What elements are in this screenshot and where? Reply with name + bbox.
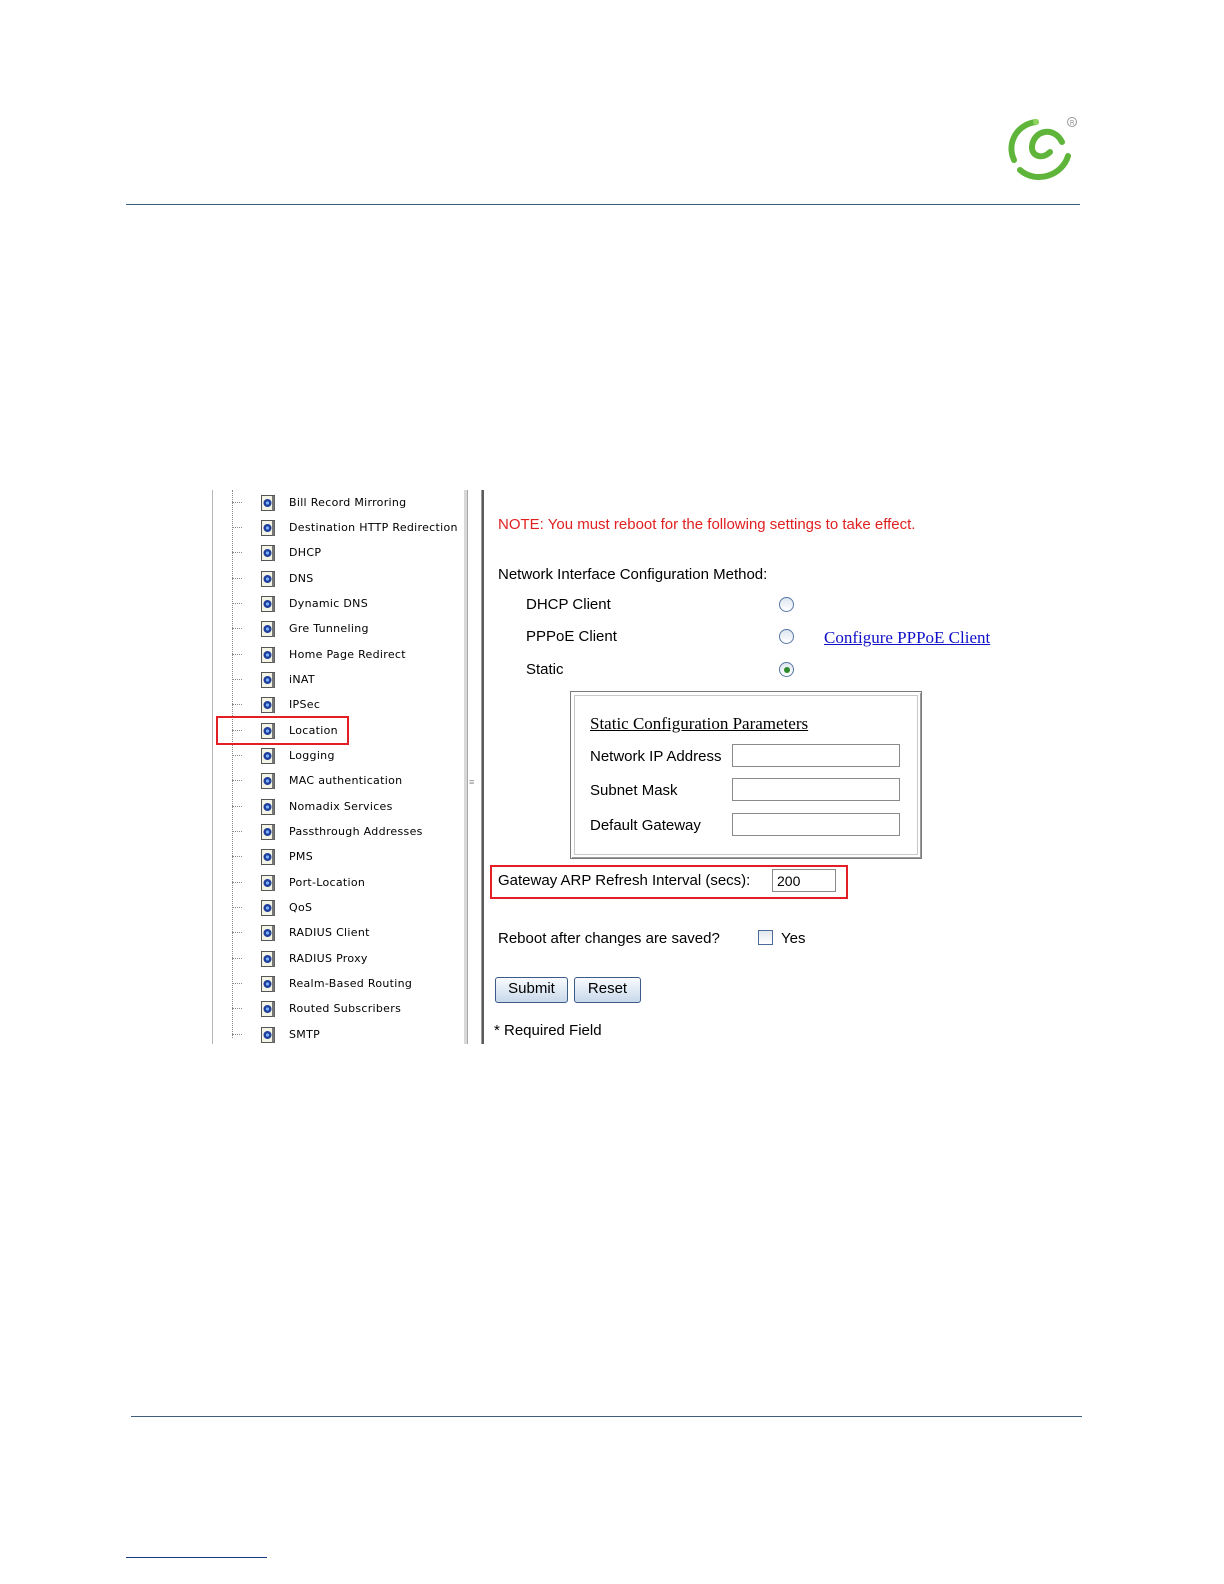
page-icon	[261, 672, 275, 688]
tree-connector	[232, 780, 242, 781]
tree-item-label: Logging	[289, 749, 335, 762]
tree-item[interactable]	[232, 516, 460, 540]
tree-connector	[232, 958, 242, 959]
tree-connector	[232, 704, 242, 705]
option-pppoe-label: PPPoE Client	[526, 628, 617, 645]
tree-item[interactable]	[232, 541, 460, 565]
arp-interval-input[interactable]	[772, 869, 836, 892]
tree-item-label: Realm-Based Routing	[289, 977, 413, 990]
tree-item[interactable]	[232, 1023, 460, 1047]
tree-connector	[232, 806, 242, 807]
tree-item-label: DNS	[289, 572, 314, 585]
tree-connector	[232, 755, 242, 756]
page-icon	[261, 875, 275, 891]
option-static-label: Static	[526, 661, 564, 678]
tree-item[interactable]	[232, 693, 460, 717]
tree-connector	[232, 552, 242, 553]
page-icon	[261, 1027, 275, 1043]
tree-connector	[232, 679, 242, 680]
footer-rule	[131, 1416, 1082, 1417]
dhcp-client-radio[interactable]	[779, 597, 794, 612]
tree-item[interactable]	[232, 744, 460, 768]
default-gateway-input[interactable]	[732, 813, 900, 836]
tree-connector	[232, 578, 242, 579]
page-icon	[261, 773, 275, 789]
page-icon	[261, 697, 275, 713]
tree-item-label: RADIUS Proxy	[289, 952, 368, 965]
tree-connector	[232, 628, 242, 629]
page-icon	[261, 799, 275, 815]
tree-item-label: MAC authentication	[289, 774, 403, 787]
svg-text:R: R	[1069, 118, 1075, 127]
option-dhcp-label: DHCP Client	[526, 596, 611, 613]
header-rule	[126, 204, 1080, 205]
default-gateway-label: Default Gateway	[590, 817, 701, 834]
splitter-grip-icon: ≡	[469, 777, 475, 787]
tree-item[interactable]	[232, 617, 460, 641]
page-icon	[261, 1001, 275, 1017]
tree-item[interactable]	[232, 643, 460, 667]
tree-connector	[232, 1008, 242, 1009]
tree-item-label: Destination HTTP Redirection	[289, 521, 458, 534]
tree-item[interactable]	[232, 896, 460, 920]
tree-item[interactable]	[232, 972, 460, 996]
tree-connector	[232, 882, 242, 883]
page-icon	[261, 900, 275, 916]
tree-item[interactable]	[232, 592, 460, 616]
method-label: Network Interface Configuration Method:	[498, 566, 768, 583]
reboot-checkbox[interactable]	[758, 930, 773, 945]
tree-item[interactable]	[232, 845, 460, 869]
tree-connector	[232, 831, 242, 832]
config-tree	[212, 490, 464, 1044]
footnote-rule	[126, 1557, 267, 1558]
tree-item-label: QoS	[289, 901, 313, 914]
static-radio[interactable]	[779, 662, 794, 677]
reboot-yes-label: Yes	[781, 930, 806, 947]
tree-item[interactable]	[232, 820, 460, 844]
page-icon	[261, 495, 275, 511]
tree-item-label: IPSec	[289, 698, 321, 711]
tree-item-label: PMS	[289, 850, 314, 863]
tree-item[interactable]	[232, 567, 460, 591]
tree-connector	[232, 502, 242, 503]
page-icon	[261, 647, 275, 663]
pppoe-client-radio[interactable]	[779, 629, 794, 644]
static-config-title: Static Configuration Parameters	[590, 714, 809, 733]
tree-item[interactable]	[232, 769, 460, 793]
tree-connector	[232, 856, 242, 857]
tree-item-label: SMTP	[289, 1028, 321, 1041]
tree-item-label: Gre Tunneling	[289, 622, 369, 635]
page-icon	[261, 545, 275, 561]
tree-item-label: Nomadix Services	[289, 800, 393, 813]
reboot-question: Reboot after changes are saved?	[498, 930, 720, 947]
tree-connector	[232, 907, 242, 908]
tree-connector	[232, 527, 242, 528]
panel-splitter[interactable]	[464, 490, 484, 1044]
tree-connector	[232, 932, 242, 933]
page-icon	[261, 824, 275, 840]
subnet-mask-label: Subnet Mask	[590, 782, 678, 799]
page-icon	[261, 571, 275, 587]
page-icon	[261, 596, 275, 612]
tree-item[interactable]	[232, 668, 460, 692]
tree-item-label: Routed Subscribers	[289, 1002, 402, 1015]
tree-item-label: DHCP	[289, 546, 322, 559]
tree-connector	[232, 654, 242, 655]
page-icon	[261, 621, 275, 637]
company-logo	[998, 112, 1082, 186]
network-ip-input[interactable]	[732, 744, 900, 767]
tree-item[interactable]	[232, 997, 460, 1021]
tree-item-label: Passthrough Addresses	[289, 825, 423, 838]
submit-button[interactable]: Submit	[495, 977, 568, 1003]
tree-left-border	[212, 490, 213, 1044]
reboot-note: NOTE: You must reboot for the following settings to take effect.	[498, 516, 916, 533]
page-icon	[261, 925, 275, 941]
tree-item[interactable]	[232, 491, 460, 515]
page-icon	[261, 520, 275, 536]
tree-item[interactable]	[232, 795, 460, 819]
arp-interval-label: Gateway ARP Refresh Interval (secs):	[498, 872, 751, 889]
tree-connector	[232, 603, 242, 604]
tree-item-label: RADIUS Client	[289, 926, 370, 939]
tree-item[interactable]	[232, 947, 460, 971]
tree-item-label: Bill Record Mirroring	[289, 496, 407, 509]
tree-item-label: Port-Location	[289, 876, 366, 889]
tree-item-label: Home Page Redirect	[289, 648, 406, 661]
network-ip-label: Network IP Address	[590, 748, 722, 765]
required-field-note: * Required Field	[494, 1022, 602, 1039]
tree-connector	[232, 1034, 242, 1035]
location-highlight-box	[216, 716, 349, 745]
tree-item[interactable]	[232, 921, 460, 945]
configure-pppoe-link[interactable]: Configure PPPoE Client	[824, 628, 991, 647]
page-icon	[261, 951, 275, 967]
reset-button[interactable]: Reset	[574, 977, 641, 1003]
tree-item[interactable]	[232, 871, 460, 895]
tree-item-label: Location	[289, 724, 338, 737]
page-icon	[261, 849, 275, 865]
page-icon	[261, 748, 275, 764]
tree-item-label: Dynamic DNS	[289, 597, 368, 610]
tree-item-label: iNAT	[289, 673, 315, 686]
subnet-mask-input[interactable]	[732, 778, 900, 801]
tree-connector	[232, 983, 242, 984]
page-icon	[261, 976, 275, 992]
